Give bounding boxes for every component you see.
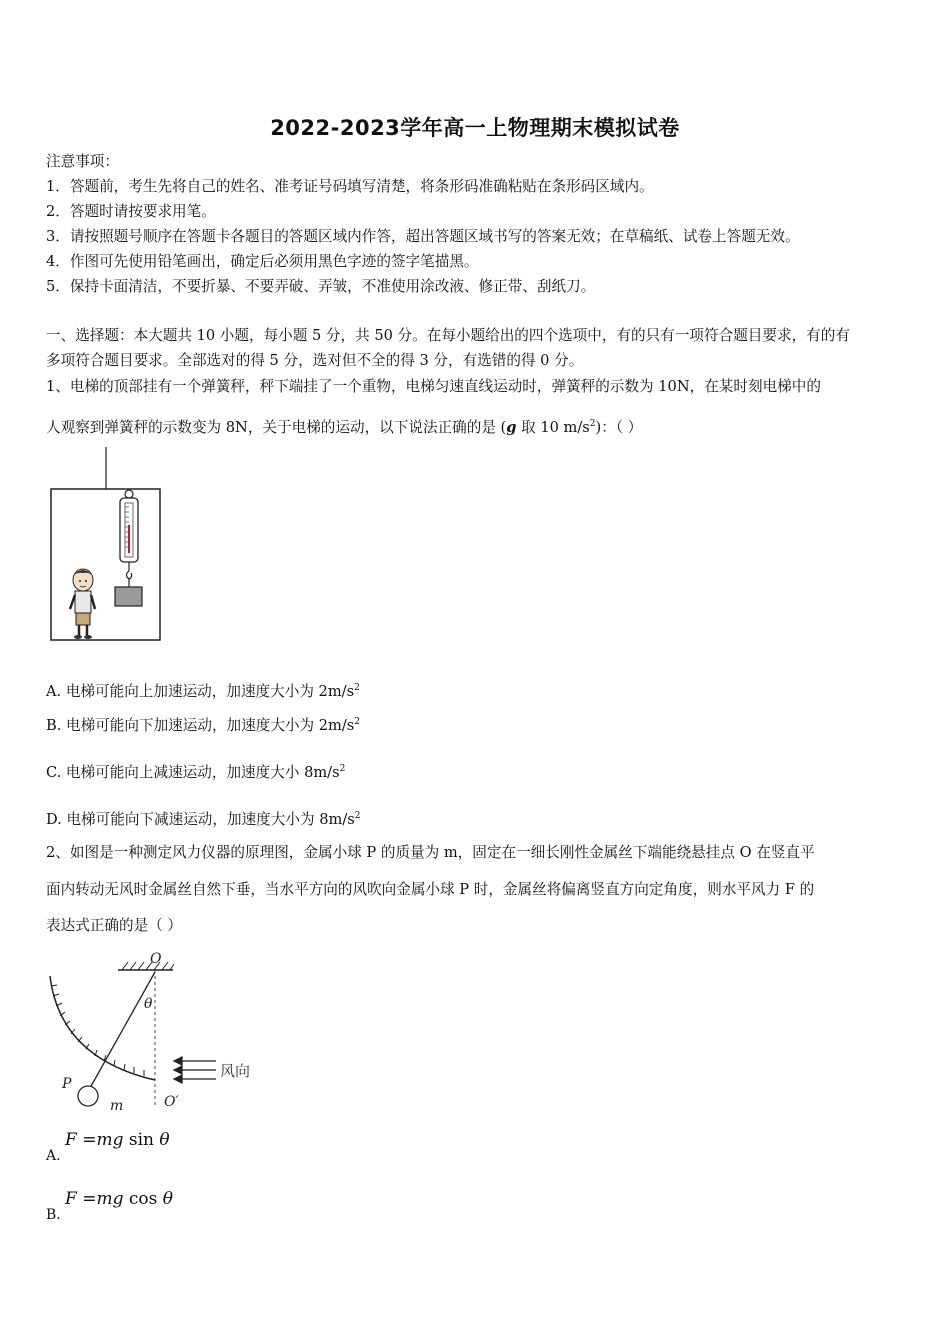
q2-option-a-letter[interactable]: A. bbox=[46, 1148, 61, 1164]
section-heading-line1: 一、选择题：本大题共 10 小题，每小题 5 分，共 50 分。在每小题给出的四个选项中，有的只有一项符合题目要求，有的有 bbox=[46, 327, 850, 344]
notice-item-2: 2．答题时请按要求用笔。 bbox=[46, 203, 216, 220]
q1-stem-line1: 1、电梯的顶部挂有一个弹簧秤，秤下端挂了一个重物，电梯匀速直线运动时，弹簧秤的示数为 10N，在某时刻电梯中的 bbox=[46, 378, 821, 395]
q2-stem-line2: 面内转动无风时金属丝自然下垂，当水平方向的风吹向金属小球 P 时，金属丝将偏离竖直方向定角度，则水平风力 F 的 bbox=[46, 881, 815, 898]
notice-item-4: 4．作图可先使用铅笔画出，确定后必须用黑色字迹的签字笔描黑。 bbox=[46, 253, 479, 270]
q1-option-d[interactable]: D. 电梯可能向下减速运动，加速度大小为 $8m/s^2$ bbox=[46, 811, 361, 828]
q2-stem-line3: 表达式正确的是（ ） bbox=[46, 917, 182, 934]
q2-option-b-formula[interactable]: F =mg cos θ bbox=[65, 1189, 173, 1209]
label-m: m bbox=[110, 1098, 124, 1114]
wind-instrument-figure bbox=[40, 948, 270, 1118]
notice-heading: 注意事项： bbox=[46, 153, 119, 170]
label-wind: 风向 bbox=[220, 1062, 251, 1080]
notice-item-1: 1．答题前，考生先将自己的姓名、准考证号码填写清楚，将条形码准确粘贴在条形码区域内。 bbox=[46, 178, 654, 195]
label-o-prime: O′ bbox=[164, 1094, 179, 1110]
q2-option-b-letter[interactable]: B. bbox=[46, 1207, 61, 1223]
section-heading-line2: 多项符合题目要求。全部选对的得 5 分，选对但不全的得 3 分，有选错的得 0 分。 bbox=[46, 352, 584, 369]
q2-option-a-formula[interactable]: F =mg sin θ bbox=[65, 1130, 170, 1150]
q1-option-b[interactable]: B. 电梯可能向下加速运动，加速度大小为 $2m/s^2$ bbox=[46, 717, 361, 734]
notice-item-5: 5．保持卡面清洁，不要折暴、不要弄破、弄皱，不准使用涂改液、修正带、刮纸刀。 bbox=[46, 278, 596, 295]
q1-option-a[interactable]: A. 电梯可能向上加速运动，加速度大小为 $2m/s^2$ bbox=[46, 683, 360, 700]
label-p: P bbox=[62, 1076, 72, 1092]
label-theta: θ bbox=[144, 996, 153, 1012]
notice-item-3: 3．请按照题号顺序在答题卡各题目的答题区域内作答，超出答题区域书写的答案无效；在草稿纸、试卷上答题无效。 bbox=[46, 228, 800, 245]
page-title: 2022-2023学年高一上物理期末模拟试卷 bbox=[270, 116, 680, 140]
q2-stem-line1: 2、如图是一种测定风力仪器的原理图，金属小球 P 的质量为 m，固定在一细长刚性金属丝下端能绕悬挂点 O 在竖直平 bbox=[46, 844, 815, 861]
elevator-figure bbox=[46, 447, 166, 643]
q1-stem-line2: 人观察到弹簧秤的示数变为 8N，关于电梯的运动，以下说法正确的是 (g 取 10 $m/s^2$)：（ ） bbox=[46, 419, 643, 436]
q1-option-c[interactable]: C. 电梯可能向上减速运动，加速度大小 $8m/s^2$ bbox=[46, 764, 346, 781]
label-o: O bbox=[150, 951, 162, 967]
